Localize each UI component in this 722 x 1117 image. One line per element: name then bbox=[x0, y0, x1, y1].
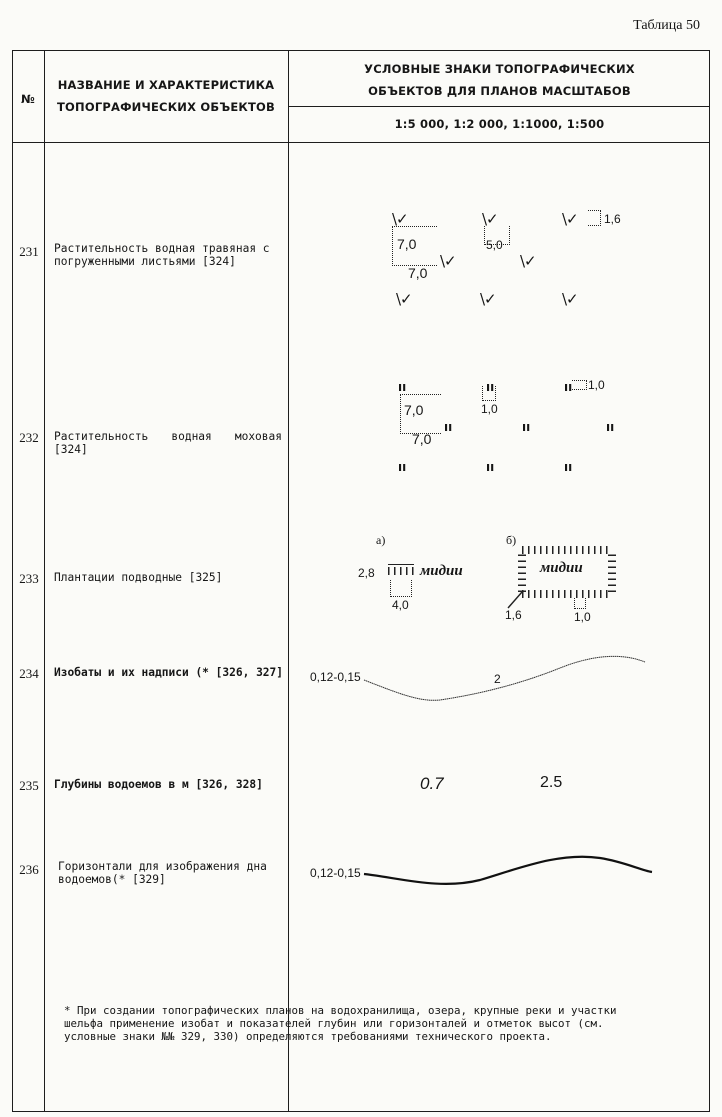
grass-sign: \✓ bbox=[482, 210, 498, 228]
row-number-233: 233 bbox=[19, 571, 39, 586]
dimension-label: 1,6 bbox=[505, 608, 522, 622]
header-signs-line1: УСЛОВНЫЕ ЗНАКИ ТОПОГРАФИЧЕСКИХ bbox=[364, 62, 635, 76]
row-number-234: 234 bbox=[19, 666, 39, 681]
isobath-line bbox=[360, 644, 650, 714]
dimension-bracket bbox=[572, 380, 587, 390]
header-bottom-line bbox=[12, 142, 710, 143]
pointer-line bbox=[506, 590, 526, 610]
moss-sign: ıı bbox=[606, 420, 615, 434]
line-width-label: 0,12-0,15 bbox=[310, 670, 361, 684]
grass-sign: \✓ bbox=[440, 252, 456, 270]
plantation-label: мидии bbox=[420, 563, 463, 579]
dimension-label: 4,0 bbox=[392, 598, 409, 612]
grass-sign: \✓ bbox=[562, 290, 578, 308]
moss-sign: ıı bbox=[522, 420, 531, 434]
dimension-bracket bbox=[574, 598, 586, 609]
dimension-label: 1,0 bbox=[481, 402, 498, 416]
row-number-235: 235 bbox=[19, 778, 39, 793]
plantation-hatch-right bbox=[608, 552, 616, 592]
row-description-234: Изобаты и их надписи (* [326, 327] bbox=[54, 666, 284, 679]
line-width-label: 0,12-0,15 bbox=[310, 866, 361, 880]
dimension-label: 5,0 bbox=[486, 238, 503, 252]
plantation-hatch-bottom bbox=[522, 590, 612, 598]
header-name-line2: ТОПОГРАФИЧЕСКИХ ОБЪЕКТОВ bbox=[57, 100, 275, 114]
variant-label-b: б) bbox=[506, 533, 517, 547]
dimension-label: 7,0 bbox=[412, 431, 432, 447]
dimension-bracket bbox=[390, 580, 412, 597]
grass-sign: \✓ bbox=[520, 252, 536, 270]
grass-sign: \✓ bbox=[396, 290, 412, 308]
row-description-233: Плантации подводные [325] bbox=[54, 571, 223, 584]
row-number-231: 231 bbox=[19, 244, 39, 259]
moss-sign: ıı bbox=[444, 420, 453, 434]
moss-sign: ıı bbox=[486, 460, 495, 474]
depth-mark: 2.5 bbox=[540, 774, 563, 791]
dimension-label: 1,0 bbox=[588, 378, 605, 392]
plantation-hatch-sign bbox=[388, 567, 414, 575]
dimension-bracket bbox=[482, 386, 496, 401]
column-divider-number bbox=[44, 50, 45, 1112]
dimension-label: 7,0 bbox=[397, 236, 417, 252]
header-scales: 1:5 000, 1:2 000, 1:1000, 1:500 bbox=[394, 117, 605, 131]
moss-sign: ıı bbox=[564, 460, 573, 474]
dimension-label: 2,8 bbox=[358, 566, 375, 580]
grass-sign: \✓ bbox=[562, 210, 578, 228]
row-description-236: Горизонтали для изображения дна водоемов(* [329] bbox=[58, 860, 267, 886]
row-description-232: Растительность водная моховая [324] bbox=[54, 430, 282, 456]
row-description-235: Глубины водоемов в м [326, 328] bbox=[54, 778, 263, 791]
plantation-hatch-top bbox=[522, 546, 612, 554]
bottom-contour-line bbox=[360, 850, 655, 900]
moss-sign: ıı bbox=[398, 460, 407, 474]
isobath-label: 2 bbox=[494, 672, 501, 686]
dimension-bracket bbox=[588, 210, 601, 226]
row-number-232: 232 bbox=[19, 430, 39, 445]
plantation-hatch-left bbox=[518, 552, 526, 592]
plantation-label: мидии bbox=[540, 560, 583, 576]
header-name-line1: НАЗВАНИЕ И ХАРАКТЕРИСТИКА bbox=[57, 78, 275, 92]
dimension-label: 1,6 bbox=[604, 212, 621, 226]
header-signs-line2: ОБЪЕКТОВ ДЛЯ ПЛАНОВ МАСШТАБОВ bbox=[368, 84, 631, 98]
footnote: * При создании топографических планов на водохранилища, озера, крупные реки и участки шельфа применение изобат и показателей глубин или горизонталей и отметок высот (см. условные знаки №№ 329, 330) определяются требованиями технического проекта. bbox=[64, 1004, 617, 1043]
moss-sign: ıı bbox=[564, 380, 573, 394]
variant-label-a: а) bbox=[376, 533, 386, 547]
depth-mark: 0.7 bbox=[420, 774, 444, 793]
header-number: № bbox=[20, 92, 36, 106]
row-description-231: Растительность водная травяная с погруженными листьями [324] bbox=[54, 242, 270, 268]
dimension-label: 7,0 bbox=[408, 265, 428, 281]
moss-sign: ıı bbox=[398, 380, 407, 394]
grass-sign: \✓ bbox=[480, 290, 496, 308]
moss-sign: ıı bbox=[486, 380, 495, 394]
dimension-label: 1,0 bbox=[574, 610, 591, 624]
grass-sign: \✓ bbox=[392, 210, 408, 228]
header-signs-column bbox=[289, 58, 710, 102]
table-title: Таблица 50 bbox=[633, 18, 700, 33]
row-number-236: 236 bbox=[19, 862, 39, 877]
hatch-line bbox=[388, 564, 414, 565]
header-name-column bbox=[44, 74, 288, 118]
dimension-label: 7,0 bbox=[404, 402, 424, 418]
column-divider-name bbox=[288, 50, 289, 1112]
header-subdivider bbox=[289, 106, 710, 107]
